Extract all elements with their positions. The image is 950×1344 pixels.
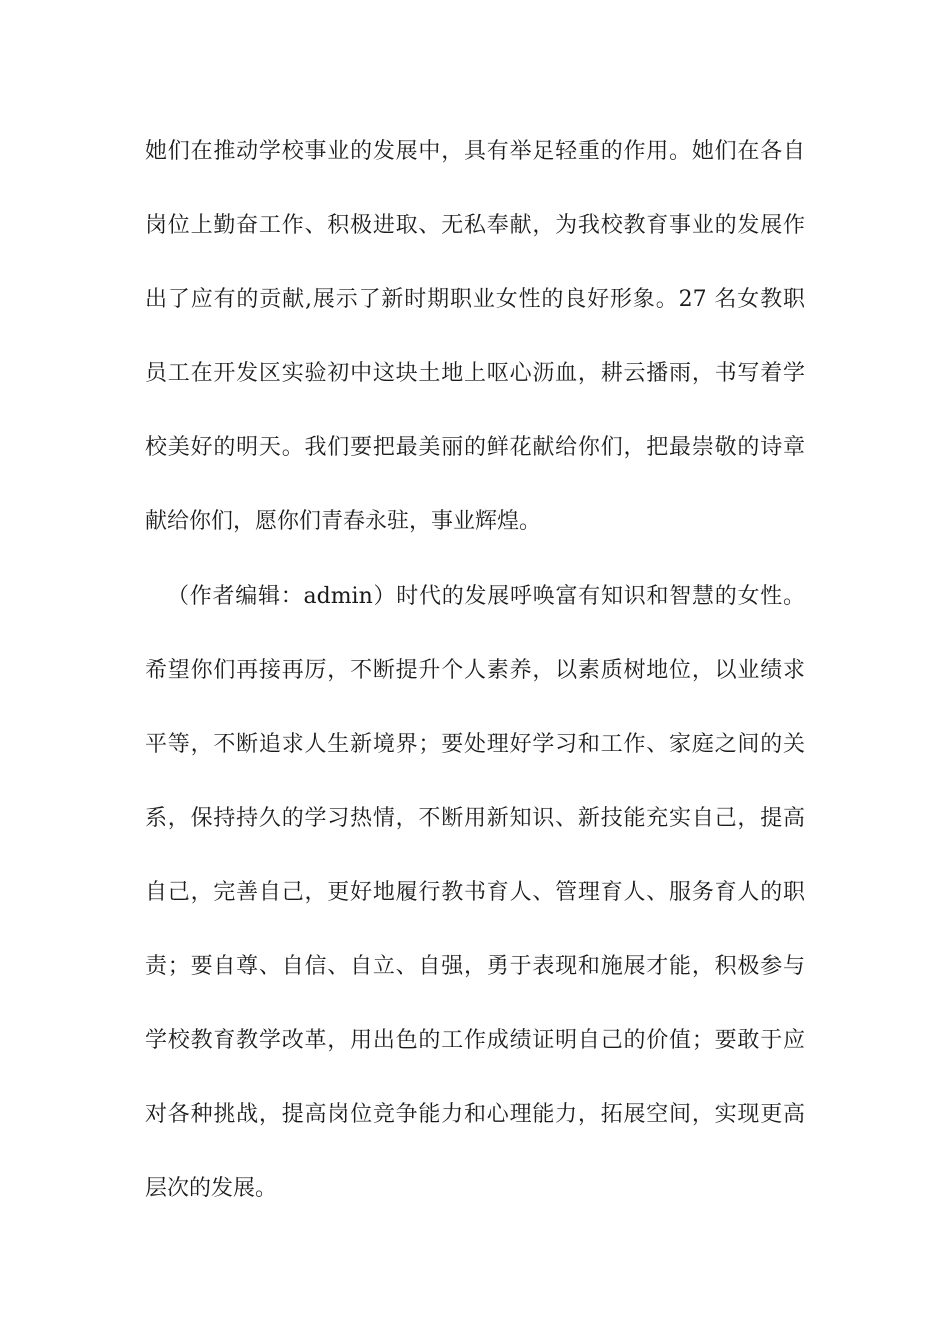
paragraph-2-line-7: 学校教育教学改革，用出色的工作成绩证明自己的价值；要敢于应 — [145, 1028, 805, 1053]
paragraph-2-line-5: 自己，完善自己，更好地履行教书育人、管理育人、服务育人的职 — [145, 880, 805, 905]
paragraph-2-line-8: 对各种挑战，提高岗位竞争能力和心理能力，拓展空间，实现更高 — [145, 1102, 805, 1127]
paragraph-2-line-2: 希望你们再接再厉，不断提升个人素养，以素质树地位，以业绩求 — [145, 658, 805, 683]
paragraph-2-line-3: 平等，不断追求人生新境界；要处理好学习和工作、家庭之间的关 — [145, 732, 805, 757]
paragraph-1-line-4: 员工在开发区实验初中这块土地上呕心沥血，耕云播雨，书写着学 — [145, 361, 805, 386]
paragraph-1-line-6: 献给你们，愿你们青春永驻，事业辉煌。 — [145, 509, 542, 534]
paragraph-2-line-6: 责；要自尊、自信、自立、自强，勇于表现和施展才能，积极参与 — [145, 954, 805, 979]
paragraph-2-line-1: （作者编辑：admin）时代的发展呼唤富有知识和智慧的女性。 — [167, 584, 805, 609]
paragraph-1-line-2: 岗位上勤奋工作、积极进取、无私奉献，为我校教育事业的发展作 — [145, 213, 805, 238]
paragraph-1-line-3: 出了应有的贡献,展示了新时期职业女性的良好形象。27 名女教职 — [145, 287, 805, 312]
paragraph-2-line-4: 系，保持持久的学习热情，不断用新知识、新技能充实自己，提高 — [145, 806, 805, 831]
paragraph-1-line-1: 她们在推动学校事业的发展中，具有举足轻重的作用。她们在各自 — [145, 139, 805, 164]
paragraph-1-line-5: 校美好的明天。我们要把最美丽的鲜花献给你们，把最崇敬的诗章 — [145, 435, 805, 460]
paragraph-2-line-9: 层次的发展。 — [145, 1176, 278, 1201]
